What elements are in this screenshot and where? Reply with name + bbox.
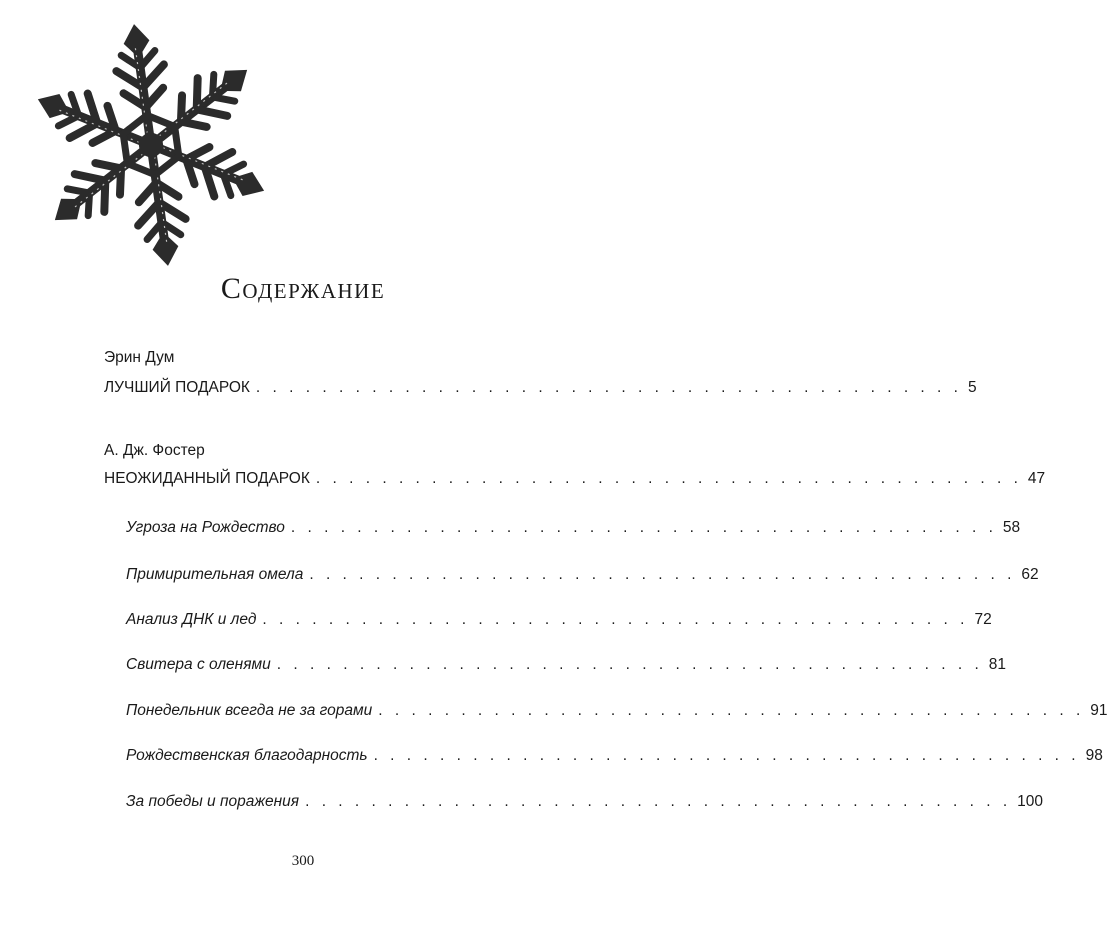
toc-subentry-title: Угроза на Рождество bbox=[126, 519, 285, 536]
toc-subentry-title: За победы и поражения bbox=[126, 793, 300, 810]
toc-subentry-page: 58 bbox=[1002, 519, 1021, 536]
section-author: А. Дж. Фостер bbox=[104, 442, 205, 459]
snowflake-icon bbox=[26, 20, 276, 270]
toc-entry[interactable] bbox=[104, 470, 1046, 488]
leader-dots: . . . . . . . . . . . . . . . . . . . . . . . . . . . . . . . . . . . . . . . . . . . bbox=[315, 470, 1022, 487]
section-author: Эрин Дум bbox=[104, 349, 175, 366]
toc-subentry-page: 81 bbox=[988, 656, 1007, 673]
toc-entry-title: НЕОЖИДАННЫЙ ПОДАРОК bbox=[104, 470, 310, 487]
toc-subentry-title: Свитера с оленями bbox=[126, 656, 271, 673]
leader-dots: . . . . . . . . . . . . . . . . . . . . . . . . . . . . . . . . . . . . . . . . . . . bbox=[309, 566, 1016, 583]
toc-subentry[interactable] bbox=[126, 611, 992, 629]
toc-subentry-title: Рождественская благодарность bbox=[126, 747, 368, 764]
leader-dots: . . . . . . . . . . . . . . . . . . . . . . . . . . . . . . . . . . . . . . . . . . . bbox=[255, 379, 962, 396]
toc-subentry-page: 98 bbox=[1085, 747, 1103, 764]
toc-subentry[interactable] bbox=[126, 566, 1039, 584]
toc-subentry-page: 72 bbox=[974, 611, 992, 628]
leader-dots: . . . . . . . . . . . . . . . . . . . . . . . . . . . . . . . . . . . . . . . . . . . bbox=[276, 656, 983, 673]
toc-subentry[interactable] bbox=[126, 747, 1103, 765]
leader-dots: . . . . . . . . . . . . . . . . . . . . . . . . . . . . . . . . . . . . . . . . . . . bbox=[373, 747, 1080, 764]
toc-subentry-page: 100 bbox=[1017, 793, 1043, 810]
toc-entry[interactable] bbox=[104, 379, 977, 397]
toc-entry-title: ЛУЧШИЙ ПОДАРОК bbox=[104, 379, 250, 396]
toc-subentry[interactable] bbox=[126, 519, 1021, 537]
page-title: Содержание bbox=[220, 272, 386, 305]
toc-subentry-title: Примирительная омела bbox=[126, 566, 304, 583]
toc-subentry-title: Анализ ДНК и лед bbox=[126, 611, 257, 628]
leader-dots: . . . . . . . . . . . . . . . . . . . . . . . . . . . . . . . . . . . . . . . . . . . bbox=[290, 519, 997, 536]
leader-dots: . . . . . . . . . . . . . . . . . . . . . . . . . . . . . . . . . . . . . . . . . . . bbox=[378, 702, 1085, 719]
toc-entry-page: 5 bbox=[967, 379, 977, 396]
page-number: 300 bbox=[291, 853, 315, 869]
toc-subentry[interactable] bbox=[126, 656, 1007, 674]
toc-entry-page: 47 bbox=[1027, 470, 1046, 487]
leader-dots: . . . . . . . . . . . . . . . . . . . . . . . . . . . . . . . . . . . . . . . . . . . bbox=[262, 611, 969, 628]
toc-subentry[interactable] bbox=[126, 793, 1043, 811]
toc-subentry-page: 62 bbox=[1021, 566, 1039, 583]
toc-subentry-title: Понедельник всегда не за горами bbox=[126, 702, 373, 719]
toc-subentry-page: 91 bbox=[1090, 702, 1108, 719]
leader-dots: . . . . . . . . . . . . . . . . . . . . . . . . . . . . . . . . . . . . . . . . . . . bbox=[305, 793, 1012, 810]
toc-subentry[interactable] bbox=[126, 702, 1108, 720]
